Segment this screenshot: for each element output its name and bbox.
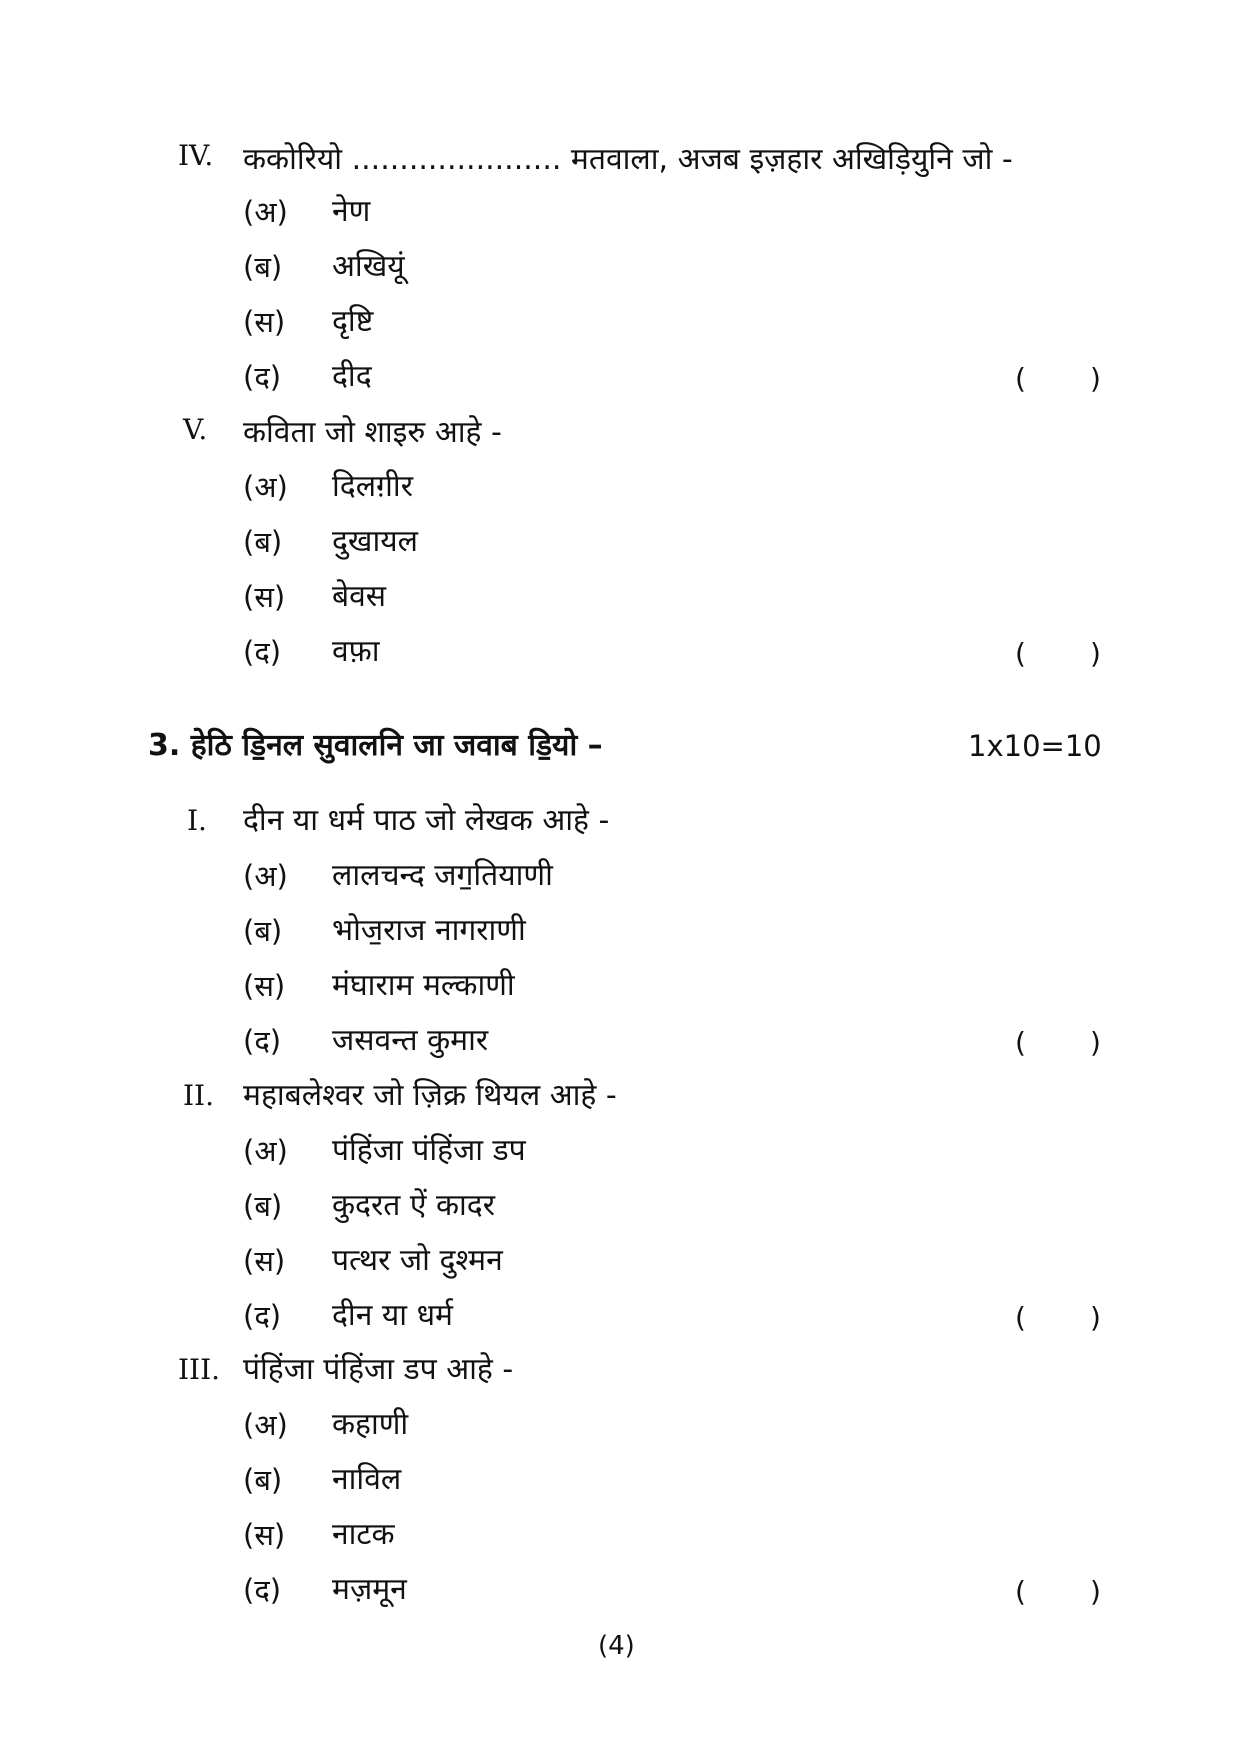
answer-box-open: ( [1015, 637, 1026, 670]
option-text: मज़मून [332, 1572, 407, 1607]
answer-box-close: ) [1090, 637, 1101, 670]
question-text: पंहिंजा पंहिंजा डप आहे - [243, 1352, 514, 1387]
answer-box-open: ( [1015, 1026, 1026, 1059]
option-text: पंहिंजा पंहिंजा डप [332, 1133, 526, 1168]
option-text: दृष्टि [332, 304, 374, 339]
option-text: नेण [332, 194, 371, 229]
option-label: (द) [243, 360, 282, 394]
question-text: दीन या धर्म पाठ जो लेखक आहे - [243, 803, 610, 838]
option-label: (ब) [243, 1463, 283, 1497]
question-number: I. [187, 804, 207, 837]
answer-box-open: ( [1015, 1575, 1026, 1608]
option-label: (ब) [243, 525, 283, 559]
answer-box-open: ( [1015, 362, 1026, 395]
answer-box-close: ) [1090, 1575, 1101, 1608]
answer-box-close: ) [1090, 1026, 1101, 1059]
option-text: लालचन्द जग॒तियाणी [332, 858, 553, 893]
question-text: कविता जो शाइरु आहे - [243, 415, 502, 450]
question-number: V. [183, 413, 208, 446]
answer-box-open: ( [1015, 1301, 1026, 1334]
option-text: दीन या धर्म [332, 1298, 453, 1333]
option-text: भोज॒राज नागराणी [332, 913, 526, 948]
option-label: (स) [243, 1518, 286, 1552]
option-label: (अ) [243, 859, 288, 893]
question-text: महाबलेश्वर जो ज़िक्र थियल आहे - [243, 1078, 617, 1113]
option-text: दिलग़ीर [332, 469, 413, 504]
option-label: (स) [243, 1244, 286, 1278]
option-text: मंघाराम मल्काणी [332, 968, 515, 1003]
option-text: दुखायल [332, 524, 418, 559]
option-text: वफ़ा [332, 634, 380, 669]
option-text: नाविल [332, 1462, 402, 1497]
section-marks: 1x10=10 [968, 729, 1102, 763]
option-text: पत्थर जो दुश्मन [332, 1243, 503, 1278]
option-text: कहाणी [332, 1407, 409, 1442]
option-label: (द) [243, 1299, 282, 1333]
page-number: (4) [598, 1631, 635, 1661]
option-label: (अ) [243, 470, 288, 504]
option-label: (स) [243, 969, 286, 1003]
answer-box-close: ) [1090, 1301, 1101, 1334]
section-heading: 3. हेठि डि॒नल सुवालनि जा जवाब डि॒यो – [148, 728, 603, 763]
option-label: (ब) [243, 1189, 283, 1223]
question-number: III. [178, 1353, 221, 1386]
option-label: (स) [243, 580, 286, 614]
option-text: दीद [332, 359, 372, 394]
answer-box-close: ) [1090, 362, 1101, 395]
option-label: (द) [243, 1573, 282, 1607]
option-text: अखियूं [332, 249, 405, 284]
option-label: (अ) [243, 195, 288, 229]
option-label: (ब) [243, 250, 283, 284]
option-text: बेवस [332, 579, 387, 614]
option-label: (द) [243, 1024, 282, 1058]
option-text: कुदरत ऐं कादर [332, 1188, 496, 1223]
option-label: (अ) [243, 1408, 288, 1442]
question-number: II. [183, 1079, 215, 1112]
option-text: नाटक [332, 1517, 395, 1552]
question-number: IV. [178, 139, 214, 172]
question-text: ककोरियो ...................... मतवाला, अजब इज़हार अखिड़ियुनि जो - [243, 142, 1013, 177]
option-label: (अ) [243, 1134, 288, 1168]
option-label: (स) [243, 305, 286, 339]
option-label: (द) [243, 635, 282, 669]
option-text: जसवन्त कुमार [332, 1023, 489, 1058]
option-label: (ब) [243, 914, 283, 948]
